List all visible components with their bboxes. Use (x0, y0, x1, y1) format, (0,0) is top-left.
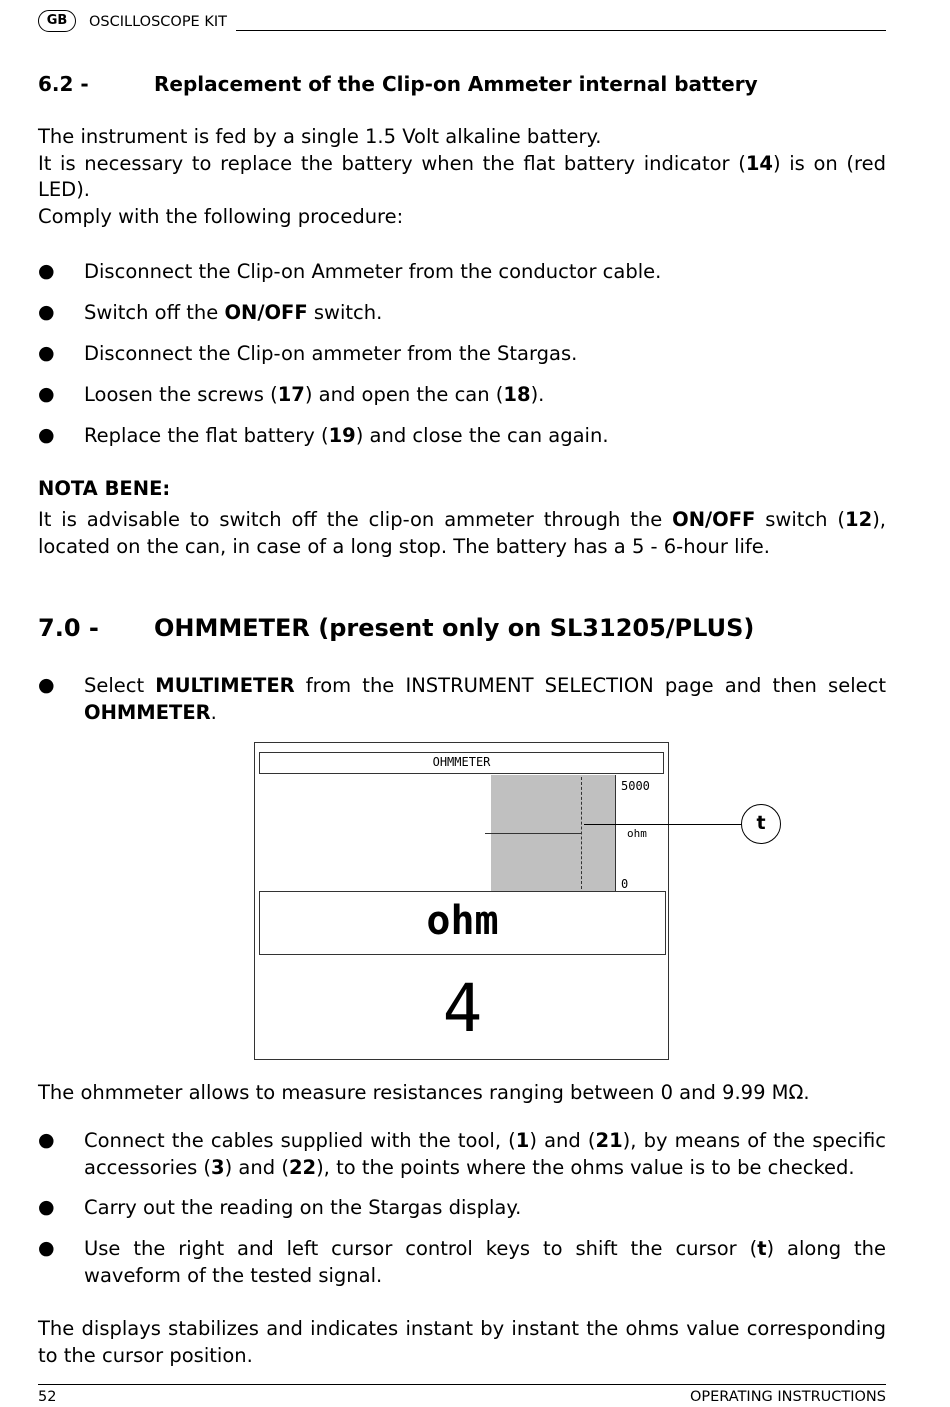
step-text: ) and ( (529, 1129, 596, 1152)
step-text: Connect the cables supplied with the tool, ( (84, 1129, 516, 1152)
bullet-icon: ● (38, 383, 55, 405)
footer-label: OPERATING INSTRUCTIONS (689, 1389, 886, 1405)
ref-17: 17 (277, 383, 305, 406)
procedure-step-2 (84, 300, 886, 327)
nota-bene-heading: NOTA BENE: (38, 477, 171, 500)
bullet-icon: ● (38, 260, 55, 282)
cursor-callout: t (741, 804, 781, 844)
intro-line-2 (38, 151, 886, 204)
intro-text: It is necessary to replace the battery when the flat battery indicator ( (38, 151, 746, 175)
ref-3: 3 (211, 1155, 225, 1179)
intro-text: ) is on (red LED). (38, 151, 886, 201)
display-unit: ohm (259, 891, 666, 955)
instruction-text: Select (84, 674, 156, 697)
display-title: OHMMETER (259, 752, 664, 774)
scale-max-label: 5000 (621, 779, 650, 793)
scale-unit-label: ohm (627, 827, 647, 840)
header-rule (236, 30, 886, 31)
ref-22: 22 (288, 1155, 317, 1179)
procedure-step-5 (84, 423, 886, 450)
ref-18: 18 (503, 383, 531, 406)
step-text: Use the right and left cursor control keys to shift the cursor ( (84, 1237, 758, 1260)
procedure-step-4 (84, 382, 886, 409)
cursor-step (84, 1236, 886, 1289)
language-badge: GB (38, 10, 76, 32)
step-text: ) along the waveform of the tested signal. (84, 1237, 887, 1287)
reading-step: Carry out the reading on the Stargas display. (84, 1196, 522, 1219)
note-text: ), located on the can, in case of a long stop. The battery has a 5 - 6-hour life. (38, 508, 886, 558)
note-text: It is advisable to switch off the clip-on ammeter through the (38, 508, 673, 531)
ref-21: 21 (595, 1129, 623, 1152)
bullet-icon: ● (38, 301, 55, 323)
scale-min-label: 0 (621, 877, 629, 891)
select-instruction (84, 673, 886, 726)
step-text: ) and close the can again. (355, 424, 609, 447)
ref-1: 1 (515, 1129, 530, 1152)
bullet-icon: ● (38, 424, 55, 446)
display-value: 4 (442, 970, 483, 1047)
footer-rule (38, 1384, 886, 1385)
section-6-2-title: Replacement of the Clip-on Ammeter internal battery (154, 72, 758, 96)
ohmmeter-range-text: The ohmmeter allows to measure resistances ranging between 0 and 9.99 MΩ. (38, 1081, 810, 1104)
multimeter-label: MULTIMETER (155, 674, 295, 697)
on-off-label: ON/OFF (672, 508, 756, 531)
instruction-text: . (210, 700, 217, 724)
bullet-icon: ● (38, 1237, 55, 1259)
ohmmeter-label: OHMMETER (84, 700, 211, 724)
step-text: ), by means of the specific accessories ( (84, 1129, 886, 1179)
step-text: Switch off the (84, 301, 225, 324)
step-text: ), to the points where the ohms value is to be checked. (316, 1155, 855, 1179)
scale-axis (615, 775, 616, 891)
intro-line-3: Comply with the following procedure: (38, 204, 404, 228)
procedure-step-3: Disconnect the Clip-on ammeter from the Stargas. (84, 342, 578, 365)
instruction-text: from the INSTRUMENT SELECTION page and then select (294, 674, 886, 697)
ref-14: 14 (745, 151, 773, 175)
page-number: 52 (38, 1389, 57, 1405)
step-text: ) and open the can ( (304, 383, 504, 406)
step-text: Loosen the screws ( (84, 383, 278, 406)
waveform-trace (485, 833, 581, 834)
callout-leader-line (584, 824, 742, 825)
bullet-icon: ● (38, 342, 55, 364)
on-off-label: ON/OFF (224, 301, 308, 324)
ref-19: 19 (328, 424, 356, 447)
step-text: ) and ( (224, 1155, 289, 1179)
ref-t: t (757, 1237, 767, 1260)
step-text: switch. (307, 301, 383, 324)
cursor-line (581, 777, 582, 889)
intro-line-1: The instrument is fed by a single 1.5 Volt alkaline battery. (38, 125, 602, 148)
note-text: switch ( (755, 508, 846, 531)
bullet-icon: ● (38, 1196, 55, 1218)
section-6-2-intro (38, 124, 886, 230)
closing-paragraph: The displays stabilizes and indicates instant by instant the ohms value corresponding to the cursor position. (38, 1317, 886, 1367)
bullet-icon: ● (38, 674, 55, 696)
ref-12: 12 (845, 508, 873, 531)
section-7-0-number: 7.0 - (38, 614, 99, 642)
step-text: Replace the flat battery ( (84, 424, 329, 447)
nota-bene-text (38, 507, 886, 560)
procedure-step-1: Disconnect the Clip-on Ammeter from the conductor cable. (84, 260, 662, 283)
ohmmeter-display-figure (254, 742, 669, 1060)
section-6-2-number: 6.2 - (38, 72, 89, 96)
bullet-icon: ● (38, 1129, 55, 1151)
section-7-0-title: OHMMETER (present only on SL31205/PLUS) (154, 614, 755, 642)
connect-cables-step (84, 1128, 886, 1181)
step-text: ). (530, 383, 545, 406)
document-header-title: OSCILLOSCOPE KIT (89, 14, 227, 30)
